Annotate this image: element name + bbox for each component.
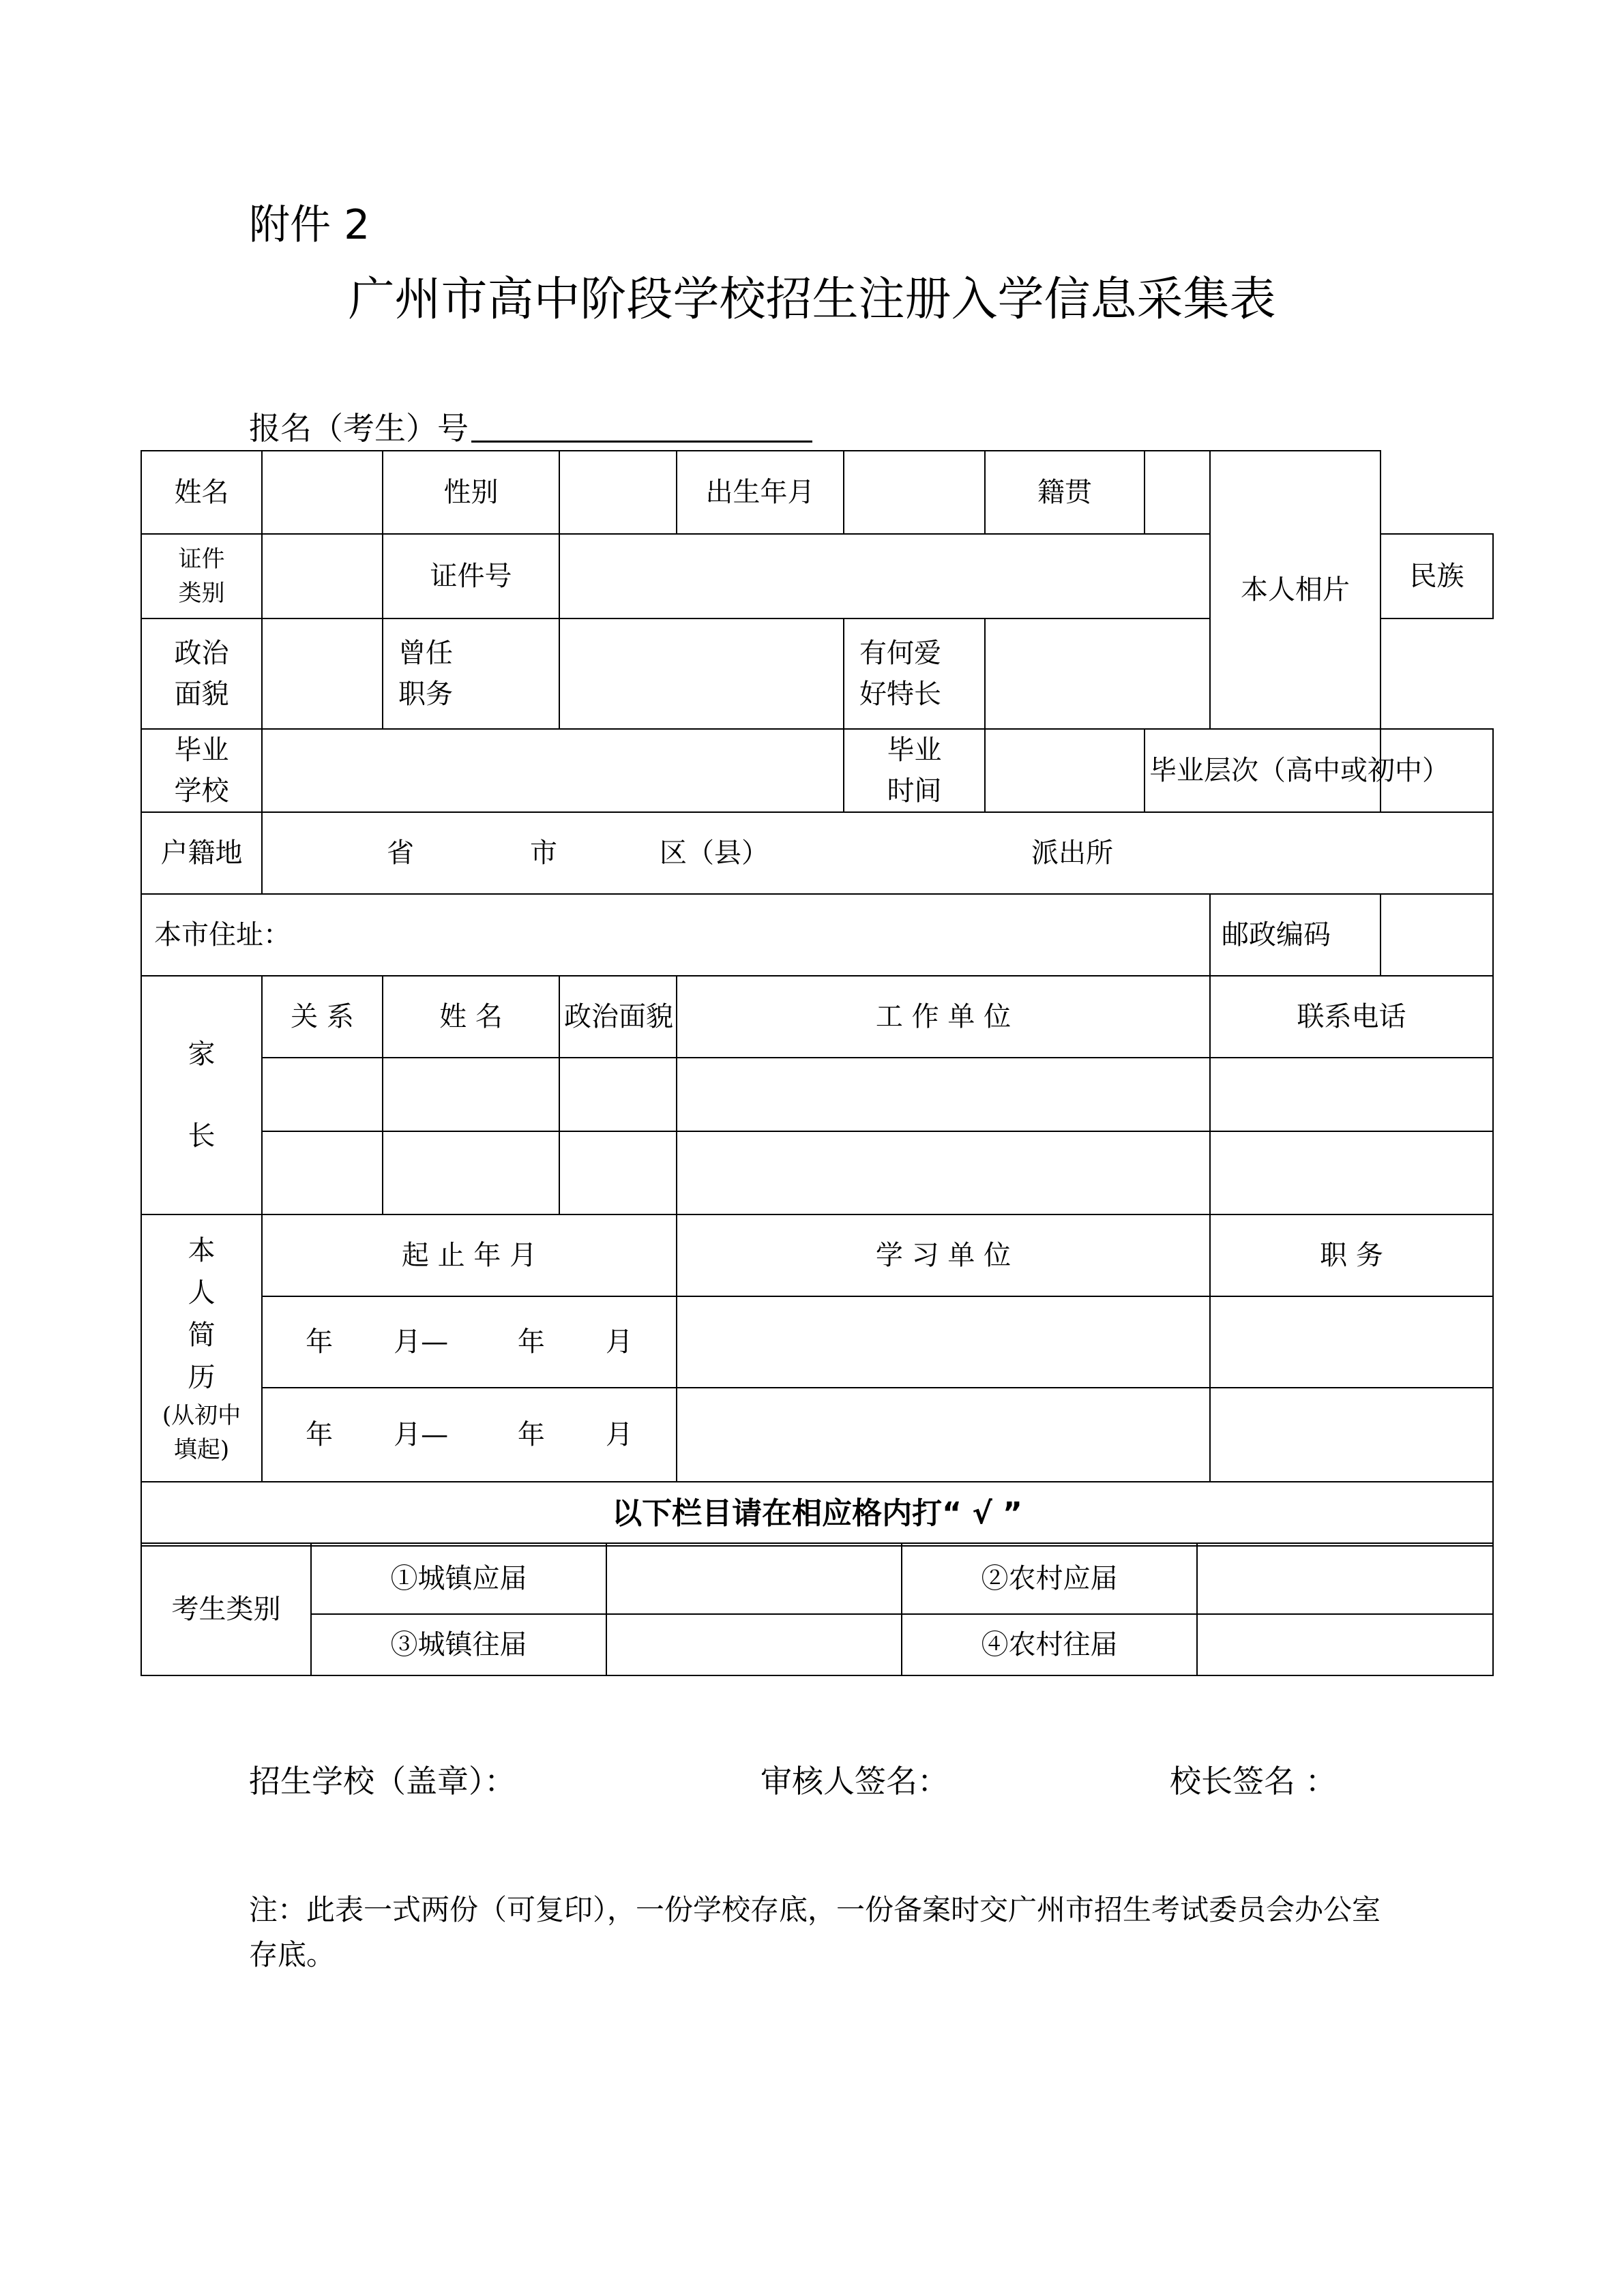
label-former-post: 曾任 职务 (383, 618, 559, 729)
native-place-field[interactable] (1145, 451, 1210, 534)
table-row (141, 1058, 1493, 1131)
attachment-label: 附件 2 (249, 201, 370, 249)
hukou-city: 市 (530, 837, 557, 869)
option-rural-current: ②农村应届 (902, 1543, 1197, 1614)
table-row (141, 1296, 1493, 1388)
label-grad-time: 毕业 时间 (844, 729, 985, 812)
col-period: 起 止 年 月 (262, 1214, 677, 1296)
hukou-district: 区（县） (660, 837, 769, 869)
grad-school-field[interactable] (262, 729, 844, 812)
option-urban-previous: ③城镇往届 (311, 1614, 606, 1675)
label-parents: 家 长 (141, 976, 262, 1214)
check-urban-current[interactable] (606, 1543, 902, 1614)
label-postcode: 邮政编码 (1210, 894, 1381, 976)
label-hukou: 户籍地 (141, 812, 262, 894)
option-urban-current: ①城镇应届 (311, 1543, 606, 1614)
sign-school: 招生学校（盖章）： (249, 1763, 516, 1800)
label-candidate-category: 考生类别 (141, 1543, 311, 1675)
label-native-place: 籍贯 (985, 451, 1145, 534)
period-field[interactable]: 年 月— 年 月 (262, 1388, 677, 1482)
id-number-field[interactable] (559, 534, 1210, 618)
registration-label: 报名（考生）号 (249, 410, 469, 447)
label-political: 政治 面貌 (141, 618, 262, 729)
photo-label: 本人相片 (1241, 574, 1350, 606)
col-parent-phone: 联系电话 (1210, 976, 1493, 1058)
check-urban-previous[interactable] (606, 1614, 902, 1675)
label-name: 姓名 (141, 451, 262, 534)
col-duty: 职 务 (1210, 1214, 1493, 1296)
label-grad-level: 毕业层次（高中或初中） (1145, 729, 1381, 812)
label-id-type: 证件 类别 (141, 534, 262, 618)
address-field[interactable] (141, 894, 1210, 976)
hukou-field[interactable] (262, 812, 1493, 894)
grad-time-field[interactable] (985, 729, 1145, 812)
label-address: 本市住址： (154, 919, 291, 951)
col-parent-work: 工 作 单 位 (677, 976, 1210, 1058)
registration-number-field[interactable] (471, 409, 812, 443)
postcode-field[interactable] (1381, 894, 1493, 976)
candidate-table (141, 1542, 1494, 1676)
check-rural-previous[interactable] (1197, 1614, 1493, 1675)
check-instruction: 以下栏目请在相应格内打“ √ ” (141, 1482, 1493, 1546)
registration-number (249, 409, 812, 447)
label-resume: 本 人 简 历 (从初中 填起) (141, 1214, 262, 1482)
former-post-field[interactable] (559, 618, 844, 729)
label-ethnicity: 民族 (1381, 534, 1493, 618)
info-form-table (141, 450, 1494, 1547)
col-parent-name: 姓 名 (383, 976, 559, 1058)
option-rural-previous: ④农村往届 (902, 1614, 1197, 1675)
form-title: 广州市高中阶段学校招生注册入学信息采集表 (348, 273, 1276, 327)
name-field[interactable] (262, 451, 383, 534)
birth-field[interactable] (844, 451, 985, 534)
label-gender: 性别 (383, 451, 559, 534)
hukou-police: 派出所 (1031, 837, 1113, 869)
gender-field[interactable] (559, 451, 677, 534)
col-relation: 关 系 (262, 976, 383, 1058)
col-study-unit: 学 习 单 位 (677, 1214, 1210, 1296)
check-rural-current[interactable] (1197, 1543, 1493, 1614)
hukou-province: 省 (387, 837, 414, 869)
table-row (141, 1388, 1493, 1482)
hobbies-field[interactable] (985, 618, 1278, 729)
table-row (141, 1131, 1493, 1214)
sign-principal: 校长签名 ： (1170, 1763, 1337, 1800)
label-grad-school: 毕业 学校 (141, 729, 262, 812)
label-id-number: 证件号 (383, 534, 559, 618)
sign-reviewer: 审核人签名： (761, 1763, 949, 1800)
political-field[interactable] (262, 618, 383, 729)
label-birth: 出生年月 (677, 451, 844, 534)
label-hobbies: 有何爱 好特长 (844, 618, 985, 729)
id-type-field[interactable] (262, 534, 383, 618)
period-field[interactable]: 年 月— 年 月 (262, 1296, 677, 1388)
footnote: 注：此表一式两份（可复印），一份学校存底，一份备案时交广州市招生考试委员会办公室存底。 (249, 1893, 1381, 1971)
col-parent-political: 政治面貌 (559, 976, 677, 1058)
